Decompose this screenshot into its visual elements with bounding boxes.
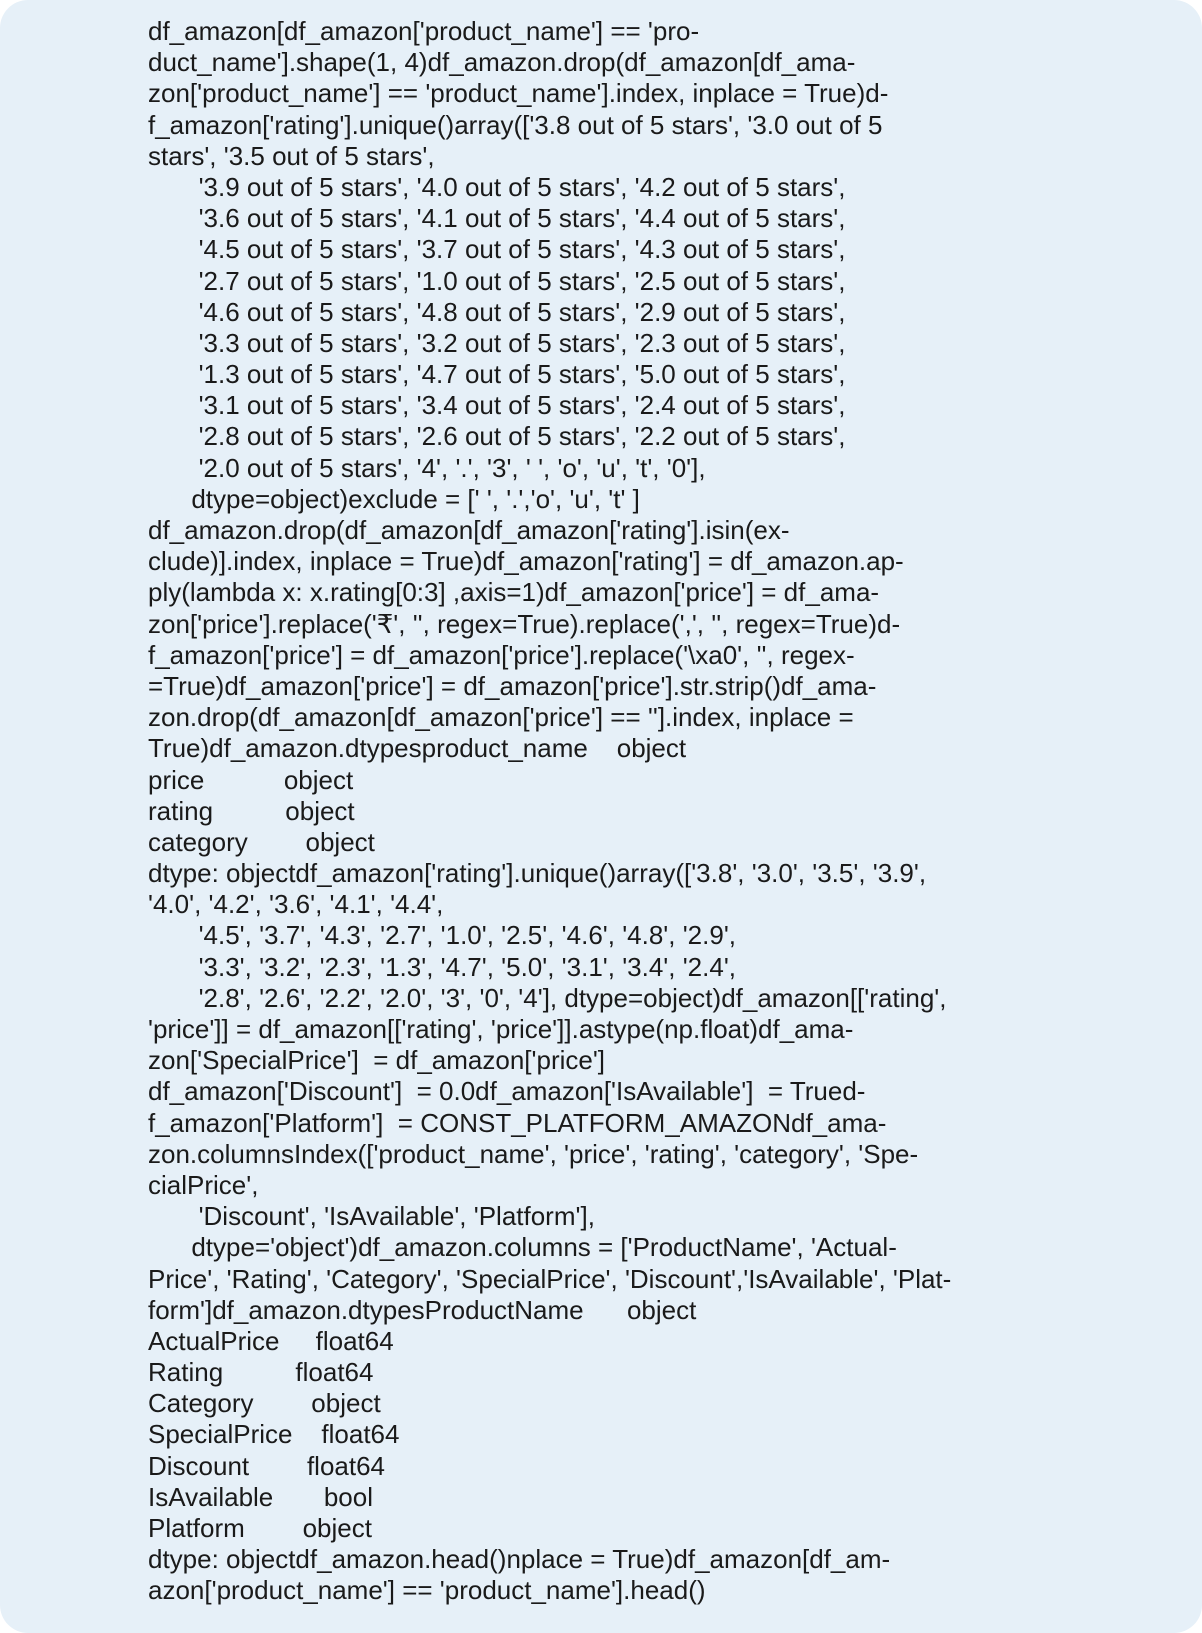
code-line: '3.3 out of 5 stars', '3.2 out of 5 stars', '2.3 out of 5 stars', bbox=[148, 327, 846, 358]
code-line: Platform object bbox=[148, 1513, 372, 1543]
code-line: f_amazon['price'] = df_amazon['price'].replace('\xa0', '', regex- bbox=[148, 639, 855, 670]
code-line: zon['product_name'] == 'product_name'].index, inplace = True)d- bbox=[148, 78, 889, 109]
code-line: dtype=object)exclude = [' ', '.','o', 'u', 't' ] bbox=[148, 483, 640, 514]
code-line: clude)].index, inplace = True)df_amazon['rating'] = df_amazon.ap- bbox=[148, 546, 904, 577]
code-line: '3.6 out of 5 stars', '4.1 out of 5 stars', '4.4 out of 5 stars', bbox=[148, 203, 846, 234]
code-line: '3.1 out of 5 stars', '3.4 out of 5 stars', '2.4 out of 5 stars', bbox=[148, 390, 846, 421]
code-line: stars', '3.5 out of 5 stars', bbox=[148, 140, 435, 171]
code-line: rating object bbox=[148, 795, 355, 826]
code-line: zon['price'].replace('₹', '', regex=True).replace(',', '', regex=True)d- bbox=[148, 608, 901, 639]
code-line: '2.8', '2.6', '2.2', '2.0', '3', '0', '4'], dtype=object)df_amazon[['rating', bbox=[148, 982, 947, 1013]
code-line: f_amazon['Platform'] = CONST_PLATFORM_AMAZONdf_ama- bbox=[148, 1107, 887, 1138]
code-line: 'price']] = df_amazon[['rating', 'price']].astype(np.float)df_ama- bbox=[148, 1014, 854, 1044]
code-line: '3.9 out of 5 stars', '4.0 out of 5 stars', '4.2 out of 5 stars', bbox=[148, 171, 846, 202]
code-line: Rating float64 bbox=[148, 1357, 374, 1388]
code-line: zon.columnsIndex(['product_name', 'price', 'rating', 'category', 'Spe- bbox=[148, 1138, 919, 1169]
code-line: f_amazon['rating'].unique()array(['3.8 out of 5 stars', '3.0 out of 5 bbox=[148, 109, 883, 140]
code-line: IsAvailable bool bbox=[148, 1481, 373, 1512]
code-line: 'Discount', 'IsAvailable', 'Platform'], bbox=[148, 1201, 595, 1232]
code-line: '2.0 out of 5 stars', '4', '.', '3', ' ', 'o', 'u', 't', '0'], bbox=[148, 452, 706, 483]
code-line: Discount float64 bbox=[148, 1450, 386, 1481]
code-line: '1.3 out of 5 stars', '4.7 out of 5 stars', '5.0 out of 5 stars', bbox=[148, 359, 846, 390]
code-line: Category object bbox=[148, 1388, 381, 1419]
code-line: ActualPrice float64 bbox=[148, 1325, 394, 1356]
code-line: category object bbox=[148, 826, 375, 857]
code-line: '2.7 out of 5 stars', '1.0 out of 5 stars', '2.5 out of 5 stars', bbox=[148, 265, 846, 296]
code-line: zon['SpecialPrice'] = df_amazon['price'] bbox=[148, 1045, 606, 1076]
code-line: zon.drop(df_amazon[df_amazon['price'] == ''].index, inplace = bbox=[148, 702, 854, 733]
code-line: True)df_amazon.dtypesproduct_name object bbox=[148, 733, 687, 764]
code-line: duct_name'].shape(1, 4)df_amazon.drop(df_amazon[df_ama- bbox=[148, 47, 856, 78]
code-line: SpecialPrice float64 bbox=[148, 1419, 400, 1450]
code-line: price object bbox=[148, 764, 354, 795]
code-line: dtype: objectdf_amazon.head()nplace = True)df_amazon[df_am- bbox=[148, 1544, 891, 1575]
code-line: form']df_amazon.dtypesProductName object bbox=[148, 1294, 697, 1325]
code-line: Price', 'Rating', 'Category', 'SpecialPrice', 'Discount','IsAvailable', 'Plat- bbox=[148, 1263, 952, 1294]
code-line: '4.0', '4.2', '3.6', '4.1', '4.4', bbox=[148, 889, 444, 920]
code-line: '4.5 out of 5 stars', '3.7 out of 5 stars', '4.3 out of 5 stars', bbox=[148, 234, 846, 265]
code-line: '2.8 out of 5 stars', '2.6 out of 5 stars', '2.2 out of 5 stars', bbox=[148, 421, 846, 452]
code-line: dtype='object')df_amazon.columns = ['ProductName', 'Actual- bbox=[148, 1232, 897, 1263]
code-block bbox=[148, 16, 1168, 1607]
code-line: '3.3', '3.2', '2.3', '1.3', '4.7', '5.0', '3.1', '3.4', '2.4', bbox=[148, 951, 737, 982]
code-line: ply(lambda x: x.rating[0:3] ,axis=1)df_amazon['price'] = df_ama- bbox=[148, 577, 880, 608]
code-line: '4.6 out of 5 stars', '4.8 out of 5 stars', '2.9 out of 5 stars', bbox=[148, 296, 846, 327]
code-line: =True)df_amazon['price'] = df_amazon['price'].str.strip()df_ama- bbox=[148, 670, 877, 701]
code-line: cialPrice', bbox=[148, 1169, 259, 1200]
code-line: df_amazon[df_amazon['product_name'] == 'pro- bbox=[148, 16, 700, 46]
code-line: '4.5', '3.7', '4.3', '2.7', '1.0', '2.5', '4.6', '4.8', '2.9', bbox=[148, 920, 737, 951]
code-line: df_amazon.drop(df_amazon[df_amazon['rating'].isin(ex- bbox=[148, 515, 790, 545]
code-line: dtype: objectdf_amazon['rating'].unique()array(['3.8', '3.0', '3.5', '3.9', bbox=[148, 858, 927, 889]
code-line: azon['product_name'] == 'product_name'].head() bbox=[148, 1575, 706, 1606]
code-line: df_amazon['Discount'] = 0.0df_amazon['IsAvailable'] = Trued- bbox=[148, 1076, 866, 1107]
